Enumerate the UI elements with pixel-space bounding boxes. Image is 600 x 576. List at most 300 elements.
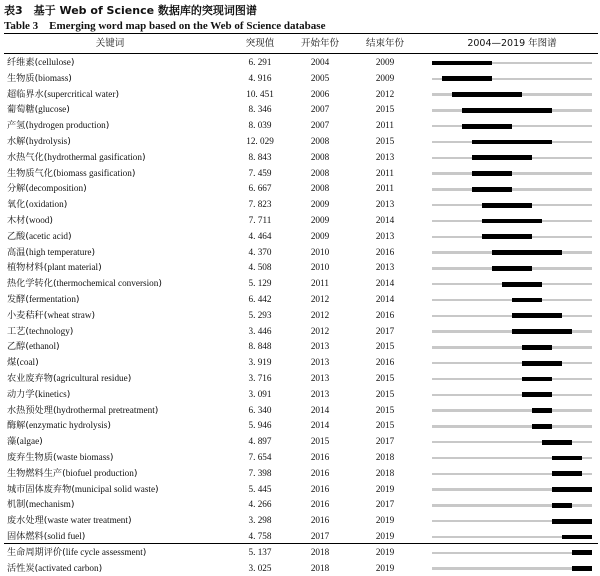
table-row — [0, 102, 600, 118]
header-start-year: 开始年份 — [285, 35, 355, 53]
start-year-cell: 2016 — [295, 513, 345, 529]
keyword-cell — [7, 245, 95, 261]
keyword-chinese: 固体燃料 — [7, 531, 44, 542]
table-row — [0, 197, 600, 213]
keyword-chinese: 植物材料 — [7, 262, 44, 273]
burst-value-cell: 7. 459 — [235, 166, 285, 182]
keyword-paren-open: ( — [62, 468, 66, 479]
start-year-cell: 2016 — [295, 497, 345, 513]
burst-bar — [532, 424, 552, 429]
timeline-track — [432, 188, 592, 190]
start-year-cell: 2005 — [295, 71, 345, 87]
start-year-cell: 2016 — [295, 482, 345, 498]
keyword-chinese: 生物燃料生产 — [7, 468, 62, 479]
keyword-cell — [7, 150, 146, 166]
timeline-cell — [432, 308, 592, 324]
keyword-paren-open: ( — [16, 357, 20, 368]
keyword-cell — [7, 434, 43, 450]
table-row — [0, 434, 600, 450]
burst-bar — [572, 566, 592, 571]
burst-value-cell: 8. 039 — [235, 118, 285, 134]
timeline-cell — [432, 260, 592, 276]
keyword-cell — [7, 403, 158, 419]
keyword-paren-close: ) — [64, 199, 68, 210]
keyword-cell — [7, 324, 73, 340]
keyword-english: waste water treatment — [47, 515, 128, 525]
burst-bar — [482, 203, 532, 208]
start-year-cell: 2007 — [295, 118, 345, 134]
keyword-paren-open: ( — [53, 405, 57, 416]
keyword-paren-open: ( — [44, 531, 48, 542]
keyword-english: municipal solid waste — [75, 484, 155, 494]
timeline-cell — [432, 213, 592, 229]
keyword-paren-open: ( — [53, 168, 57, 179]
burst-value-cell: 4. 758 — [235, 529, 285, 545]
keyword-paren-open: ( — [35, 73, 39, 84]
keyword-english: oxidation — [29, 199, 64, 209]
keyword-english: solid fuel — [47, 531, 81, 541]
timeline-track — [432, 394, 592, 396]
keyword-cell — [7, 292, 80, 308]
timeline-cell — [432, 245, 592, 261]
keyword-paren-open: ( — [16, 436, 20, 447]
timeline-cell — [432, 545, 592, 561]
burst-value-cell: 7. 398 — [235, 466, 285, 482]
keyword-paren-open: ( — [44, 89, 48, 100]
keyword-paren-close: ) — [82, 531, 86, 542]
burst-bar — [522, 377, 552, 382]
burst-bar — [562, 535, 592, 540]
end-year-cell: 2018 — [360, 466, 410, 482]
keyword-paren-open: ( — [53, 452, 57, 463]
table-bottom-rule — [4, 543, 598, 544]
keyword-english: biofuel production — [66, 468, 134, 478]
end-year-cell: 2013 — [360, 260, 410, 276]
keyword-cell — [7, 497, 74, 513]
burst-value-cell: 4. 370 — [235, 245, 285, 261]
keyword-english: acetic acid — [29, 231, 68, 241]
keyword-paren-close: ) — [66, 104, 70, 115]
start-year-cell: 2014 — [295, 403, 345, 419]
burst-value-cell: 6. 340 — [235, 403, 285, 419]
timeline-cell — [432, 276, 592, 292]
keyword-chinese: 废弃生物质 — [7, 452, 53, 463]
table-row — [0, 276, 600, 292]
keyword-chinese: 机制 — [7, 499, 25, 510]
keyword-chinese: 水解 — [7, 136, 25, 147]
timeline-cell — [432, 197, 592, 213]
start-year-cell: 2014 — [295, 418, 345, 434]
table-row — [0, 561, 600, 576]
keyword-english: decomposition — [29, 183, 83, 193]
keyword-paren-open: ( — [25, 231, 29, 242]
keyword-paren-close: ) — [91, 310, 95, 321]
timeline-track — [432, 552, 592, 554]
keyword-english: mechanism — [29, 499, 71, 509]
end-year-cell: 2011 — [360, 118, 410, 134]
keyword-chinese: 发酵 — [7, 294, 25, 305]
burst-bar — [522, 345, 552, 350]
timeline-cell — [432, 181, 592, 197]
timeline-cell — [432, 71, 592, 87]
end-year-cell: 2009 — [360, 55, 410, 71]
keyword-cell — [7, 466, 137, 482]
keyword-paren-close: ) — [128, 515, 132, 526]
burst-bar — [472, 140, 552, 145]
keyword-english: biomass gasification — [57, 168, 132, 178]
burst-value-cell: 5. 445 — [235, 482, 285, 498]
timeline-cell — [432, 497, 592, 513]
keyword-cell — [7, 181, 87, 197]
end-year-cell: 2014 — [360, 292, 410, 308]
keyword-paren-open: ( — [25, 183, 29, 194]
start-year-cell: 2008 — [295, 150, 345, 166]
end-year-cell: 2015 — [360, 418, 410, 434]
keyword-paren-close: ) — [35, 357, 39, 368]
burst-bar — [552, 487, 592, 492]
keyword-cell — [7, 87, 119, 103]
table-row — [0, 497, 600, 513]
keyword-chinese: 生物质气化 — [7, 168, 53, 179]
timeline-cell — [432, 324, 592, 340]
keyword-paren-close: ) — [76, 294, 80, 305]
burst-value-cell: 3. 091 — [235, 387, 285, 403]
burst-bar — [482, 219, 542, 224]
burst-bar — [552, 471, 582, 476]
keyword-english: hydrolysis — [29, 136, 67, 146]
table-row — [0, 403, 600, 419]
table-body — [0, 55, 600, 576]
burst-value-cell: 6. 667 — [235, 181, 285, 197]
keyword-paren-close: ) — [110, 452, 114, 463]
keyword-chinese: 工艺 — [7, 326, 25, 337]
keyword-chinese: 小麦秸秆 — [7, 310, 44, 321]
table-row — [0, 166, 600, 182]
header-keyword: 关键词 — [10, 35, 210, 53]
keyword-cell — [7, 197, 67, 213]
timeline-cell — [432, 166, 592, 182]
table-row — [0, 245, 600, 261]
timeline-track — [432, 378, 592, 380]
timeline-cell — [432, 292, 592, 308]
keyword-paren-open: ( — [25, 420, 29, 431]
burst-bar — [572, 550, 592, 555]
end-year-cell: 2014 — [360, 276, 410, 292]
burst-bar — [552, 456, 582, 461]
end-year-cell: 2017 — [360, 434, 410, 450]
keyword-paren-close: ) — [132, 168, 136, 179]
burst-value-cell: 4. 916 — [235, 71, 285, 87]
keyword-paren-close: ) — [68, 231, 72, 242]
burst-value-cell: 4. 897 — [235, 434, 285, 450]
keyword-chinese: 水热预处理 — [7, 405, 53, 416]
burst-value-cell: 4. 266 — [235, 497, 285, 513]
end-year-cell: 2013 — [360, 150, 410, 166]
burst-value-cell: 6. 442 — [235, 292, 285, 308]
timeline-track — [432, 172, 592, 174]
table-row — [0, 118, 600, 134]
keyword-paren-open: ( — [35, 389, 39, 400]
start-year-cell: 2008 — [295, 181, 345, 197]
keyword-paren-open: ( — [35, 563, 39, 574]
timeline-cell — [432, 418, 592, 434]
end-year-cell: 2015 — [360, 134, 410, 150]
keyword-paren-open: ( — [25, 499, 29, 510]
keyword-cell — [7, 513, 132, 529]
keyword-paren-open: ( — [71, 484, 75, 495]
start-year-cell: 2008 — [295, 134, 345, 150]
burst-value-cell: 4. 508 — [235, 260, 285, 276]
table-row — [0, 371, 600, 387]
header-end-year: 结束年份 — [350, 35, 420, 53]
end-year-cell: 2019 — [360, 482, 410, 498]
keyword-paren-close: ) — [49, 215, 53, 226]
end-year-cell: 2013 — [360, 229, 410, 245]
start-year-cell: 2004 — [295, 55, 345, 71]
burst-bar — [512, 313, 562, 318]
keyword-paren-close: ) — [39, 436, 43, 447]
burst-value-cell: 5. 129 — [235, 276, 285, 292]
table-row — [0, 339, 600, 355]
burst-value-cell: 3. 298 — [235, 513, 285, 529]
burst-bar — [512, 329, 572, 334]
keyword-cell — [7, 166, 135, 182]
timeline-track — [432, 567, 592, 569]
timeline-cell — [432, 434, 592, 450]
keyword-paren-close: ) — [143, 547, 147, 558]
start-year-cell: 2015 — [295, 434, 345, 450]
timeline-cell — [432, 403, 592, 419]
table-row — [0, 513, 600, 529]
end-year-cell: 2015 — [360, 387, 410, 403]
burst-value-cell: 3. 919 — [235, 355, 285, 371]
keyword-paren-open: ( — [44, 310, 48, 321]
table-row — [0, 324, 600, 340]
burst-value-cell: 5. 137 — [235, 545, 285, 561]
keyword-english: waste biomass — [57, 452, 110, 462]
end-year-cell: 2019 — [360, 545, 410, 561]
table-row — [0, 482, 600, 498]
keyword-chinese: 葡萄糖 — [7, 104, 35, 115]
keyword-paren-close: ) — [71, 57, 75, 68]
keyword-paren-close: ) — [155, 484, 159, 495]
burst-value-cell: 12. 029 — [235, 134, 285, 150]
keyword-cell — [7, 355, 39, 371]
header-burst-value: 突现值 — [225, 35, 295, 53]
keyword-paren-open: ( — [35, 57, 39, 68]
table-row — [0, 213, 600, 229]
end-year-cell: 2011 — [360, 181, 410, 197]
timeline-cell — [432, 355, 592, 371]
keyword-chinese: 氧化 — [7, 199, 25, 210]
keyword-paren-close: ) — [70, 326, 74, 337]
keyword-chinese: 产氢 — [7, 120, 25, 131]
start-year-cell: 2018 — [295, 561, 345, 576]
start-year-cell: 2017 — [295, 529, 345, 545]
timeline-track — [432, 425, 592, 427]
start-year-cell: 2013 — [295, 339, 345, 355]
timeline-track — [432, 362, 592, 364]
burst-value-cell: 4. 464 — [235, 229, 285, 245]
end-year-cell: 2011 — [360, 166, 410, 182]
end-year-cell: 2019 — [360, 529, 410, 545]
table-row — [0, 292, 600, 308]
timeline-cell — [432, 450, 592, 466]
keyword-english: fermentation — [29, 294, 76, 304]
timeline-cell — [432, 102, 592, 118]
burst-value-cell: 6. 291 — [235, 55, 285, 71]
start-year-cell: 2009 — [295, 229, 345, 245]
keyword-english: enzymatic hydrolysis — [29, 420, 107, 430]
keyword-paren-open: ( — [44, 515, 48, 526]
keyword-english: glucose — [38, 104, 66, 114]
keyword-cell — [7, 71, 72, 87]
keyword-paren-open: ( — [25, 247, 29, 258]
timeline-cell — [432, 387, 592, 403]
burst-bar — [552, 519, 592, 524]
keyword-chinese: 生命周期评价 — [7, 547, 62, 558]
keyword-cell — [7, 545, 146, 561]
burst-bar — [532, 408, 552, 413]
keyword-paren-close: ) — [91, 247, 95, 258]
keyword-cell — [7, 339, 60, 355]
start-year-cell: 2012 — [295, 308, 345, 324]
burst-value-cell: 5. 293 — [235, 308, 285, 324]
keyword-english: wheat straw — [47, 310, 91, 320]
keyword-paren-close: ) — [99, 563, 103, 574]
burst-value-cell: 3. 716 — [235, 371, 285, 387]
keyword-chinese: 纤维素 — [7, 57, 35, 68]
burst-value-cell: 7. 823 — [235, 197, 285, 213]
keyword-cell — [7, 561, 102, 576]
keyword-chinese: 分解 — [7, 183, 25, 194]
end-year-cell: 2016 — [360, 245, 410, 261]
timeline-cell — [432, 371, 592, 387]
table-row — [0, 134, 600, 150]
keyword-paren-open: ( — [53, 373, 57, 384]
keyword-paren-open: ( — [25, 215, 29, 226]
timeline-track — [432, 346, 592, 348]
keyword-paren-open: ( — [44, 152, 48, 163]
end-year-cell: 2015 — [360, 403, 410, 419]
keyword-paren-open: ( — [25, 199, 29, 210]
start-year-cell: 2011 — [295, 276, 345, 292]
start-year-cell: 2012 — [295, 292, 345, 308]
table-row — [0, 450, 600, 466]
timeline-cell — [432, 134, 592, 150]
start-year-cell: 2012 — [295, 324, 345, 340]
keyword-cell — [7, 308, 95, 324]
keyword-paren-close: ) — [67, 136, 71, 147]
burst-value-cell: 7. 654 — [235, 450, 285, 466]
keyword-paren-close: ) — [155, 405, 159, 416]
table-row — [0, 308, 600, 324]
burst-bar — [542, 440, 572, 445]
burst-value-cell: 5. 946 — [235, 418, 285, 434]
header-timeline-map: 2004—2019 年图谱 — [432, 35, 592, 53]
start-year-cell: 2016 — [295, 450, 345, 466]
table-row — [0, 355, 600, 371]
burst-bar — [522, 361, 562, 366]
keyword-paren-open: ( — [53, 278, 57, 289]
keyword-paren-close: ) — [67, 389, 71, 400]
table-row — [0, 387, 600, 403]
end-year-cell: 2016 — [360, 308, 410, 324]
burst-bar — [442, 76, 492, 81]
end-year-cell: 2019 — [360, 513, 410, 529]
timeline-cell — [432, 339, 592, 355]
keyword-paren-close: ) — [68, 73, 72, 84]
keyword-chinese: 城市固体废弃物 — [7, 484, 71, 495]
burst-value-cell: 3. 446 — [235, 324, 285, 340]
timeline-cell — [432, 561, 592, 576]
end-year-cell: 2014 — [360, 213, 410, 229]
end-year-cell: 2015 — [360, 371, 410, 387]
keyword-paren-open: ( — [25, 294, 29, 305]
keyword-english: wood — [29, 215, 49, 225]
start-year-cell: 2013 — [295, 371, 345, 387]
keyword-chinese: 农业废弃物 — [7, 373, 53, 384]
burst-bar — [452, 92, 522, 97]
keyword-chinese: 废水处理 — [7, 515, 44, 526]
end-year-cell: 2017 — [360, 324, 410, 340]
keyword-paren-close: ) — [98, 262, 102, 273]
timeline-cell — [432, 150, 592, 166]
keyword-paren-close: ) — [128, 373, 132, 384]
start-year-cell: 2009 — [295, 213, 345, 229]
burst-bar — [472, 155, 532, 160]
keyword-paren-close: ) — [56, 341, 60, 352]
start-year-cell: 2009 — [295, 197, 345, 213]
start-year-cell: 2010 — [295, 245, 345, 261]
table-caption-chinese: 表3 基于 Web of Science 数据库的突现词图谱 — [4, 2, 257, 18]
keyword-english: biomass — [38, 73, 68, 83]
burst-bar — [492, 250, 562, 255]
start-year-cell: 2006 — [295, 87, 345, 103]
table-row — [0, 150, 600, 166]
end-year-cell: 2018 — [360, 450, 410, 466]
keyword-chinese: 超临界水 — [7, 89, 44, 100]
keyword-paren-close: ) — [134, 468, 138, 479]
keyword-english: high temperature — [29, 247, 92, 257]
burst-bar — [462, 108, 552, 113]
burst-value-cell: 8. 346 — [235, 102, 285, 118]
burst-value-cell: 3. 025 — [235, 561, 285, 576]
keyword-paren-open: ( — [25, 120, 29, 131]
start-year-cell: 2018 — [295, 545, 345, 561]
keyword-english: hydrothermal gasification — [47, 152, 142, 162]
burst-value-cell: 10. 451 — [235, 87, 285, 103]
burst-bar — [502, 282, 542, 287]
keyword-paren-open: ( — [35, 104, 39, 115]
burst-bar — [472, 171, 512, 176]
keyword-english: cellulose — [38, 57, 71, 67]
keyword-paren-close: ) — [115, 89, 119, 100]
keyword-english: kinetics — [38, 389, 67, 399]
keyword-paren-close: ) — [83, 183, 87, 194]
keyword-english: hydrogen production — [29, 120, 106, 130]
table-row — [0, 55, 600, 71]
keyword-chinese: 动力学 — [7, 389, 35, 400]
keyword-paren-close: ) — [106, 120, 110, 131]
start-year-cell: 2016 — [295, 466, 345, 482]
keyword-chinese: 热化学转化 — [7, 278, 53, 289]
keyword-english: hydrothermal pretreatment — [57, 405, 155, 415]
start-year-cell: 2013 — [295, 355, 345, 371]
keyword-cell — [7, 371, 131, 387]
timeline-cell — [432, 55, 592, 71]
end-year-cell: 2017 — [360, 497, 410, 513]
